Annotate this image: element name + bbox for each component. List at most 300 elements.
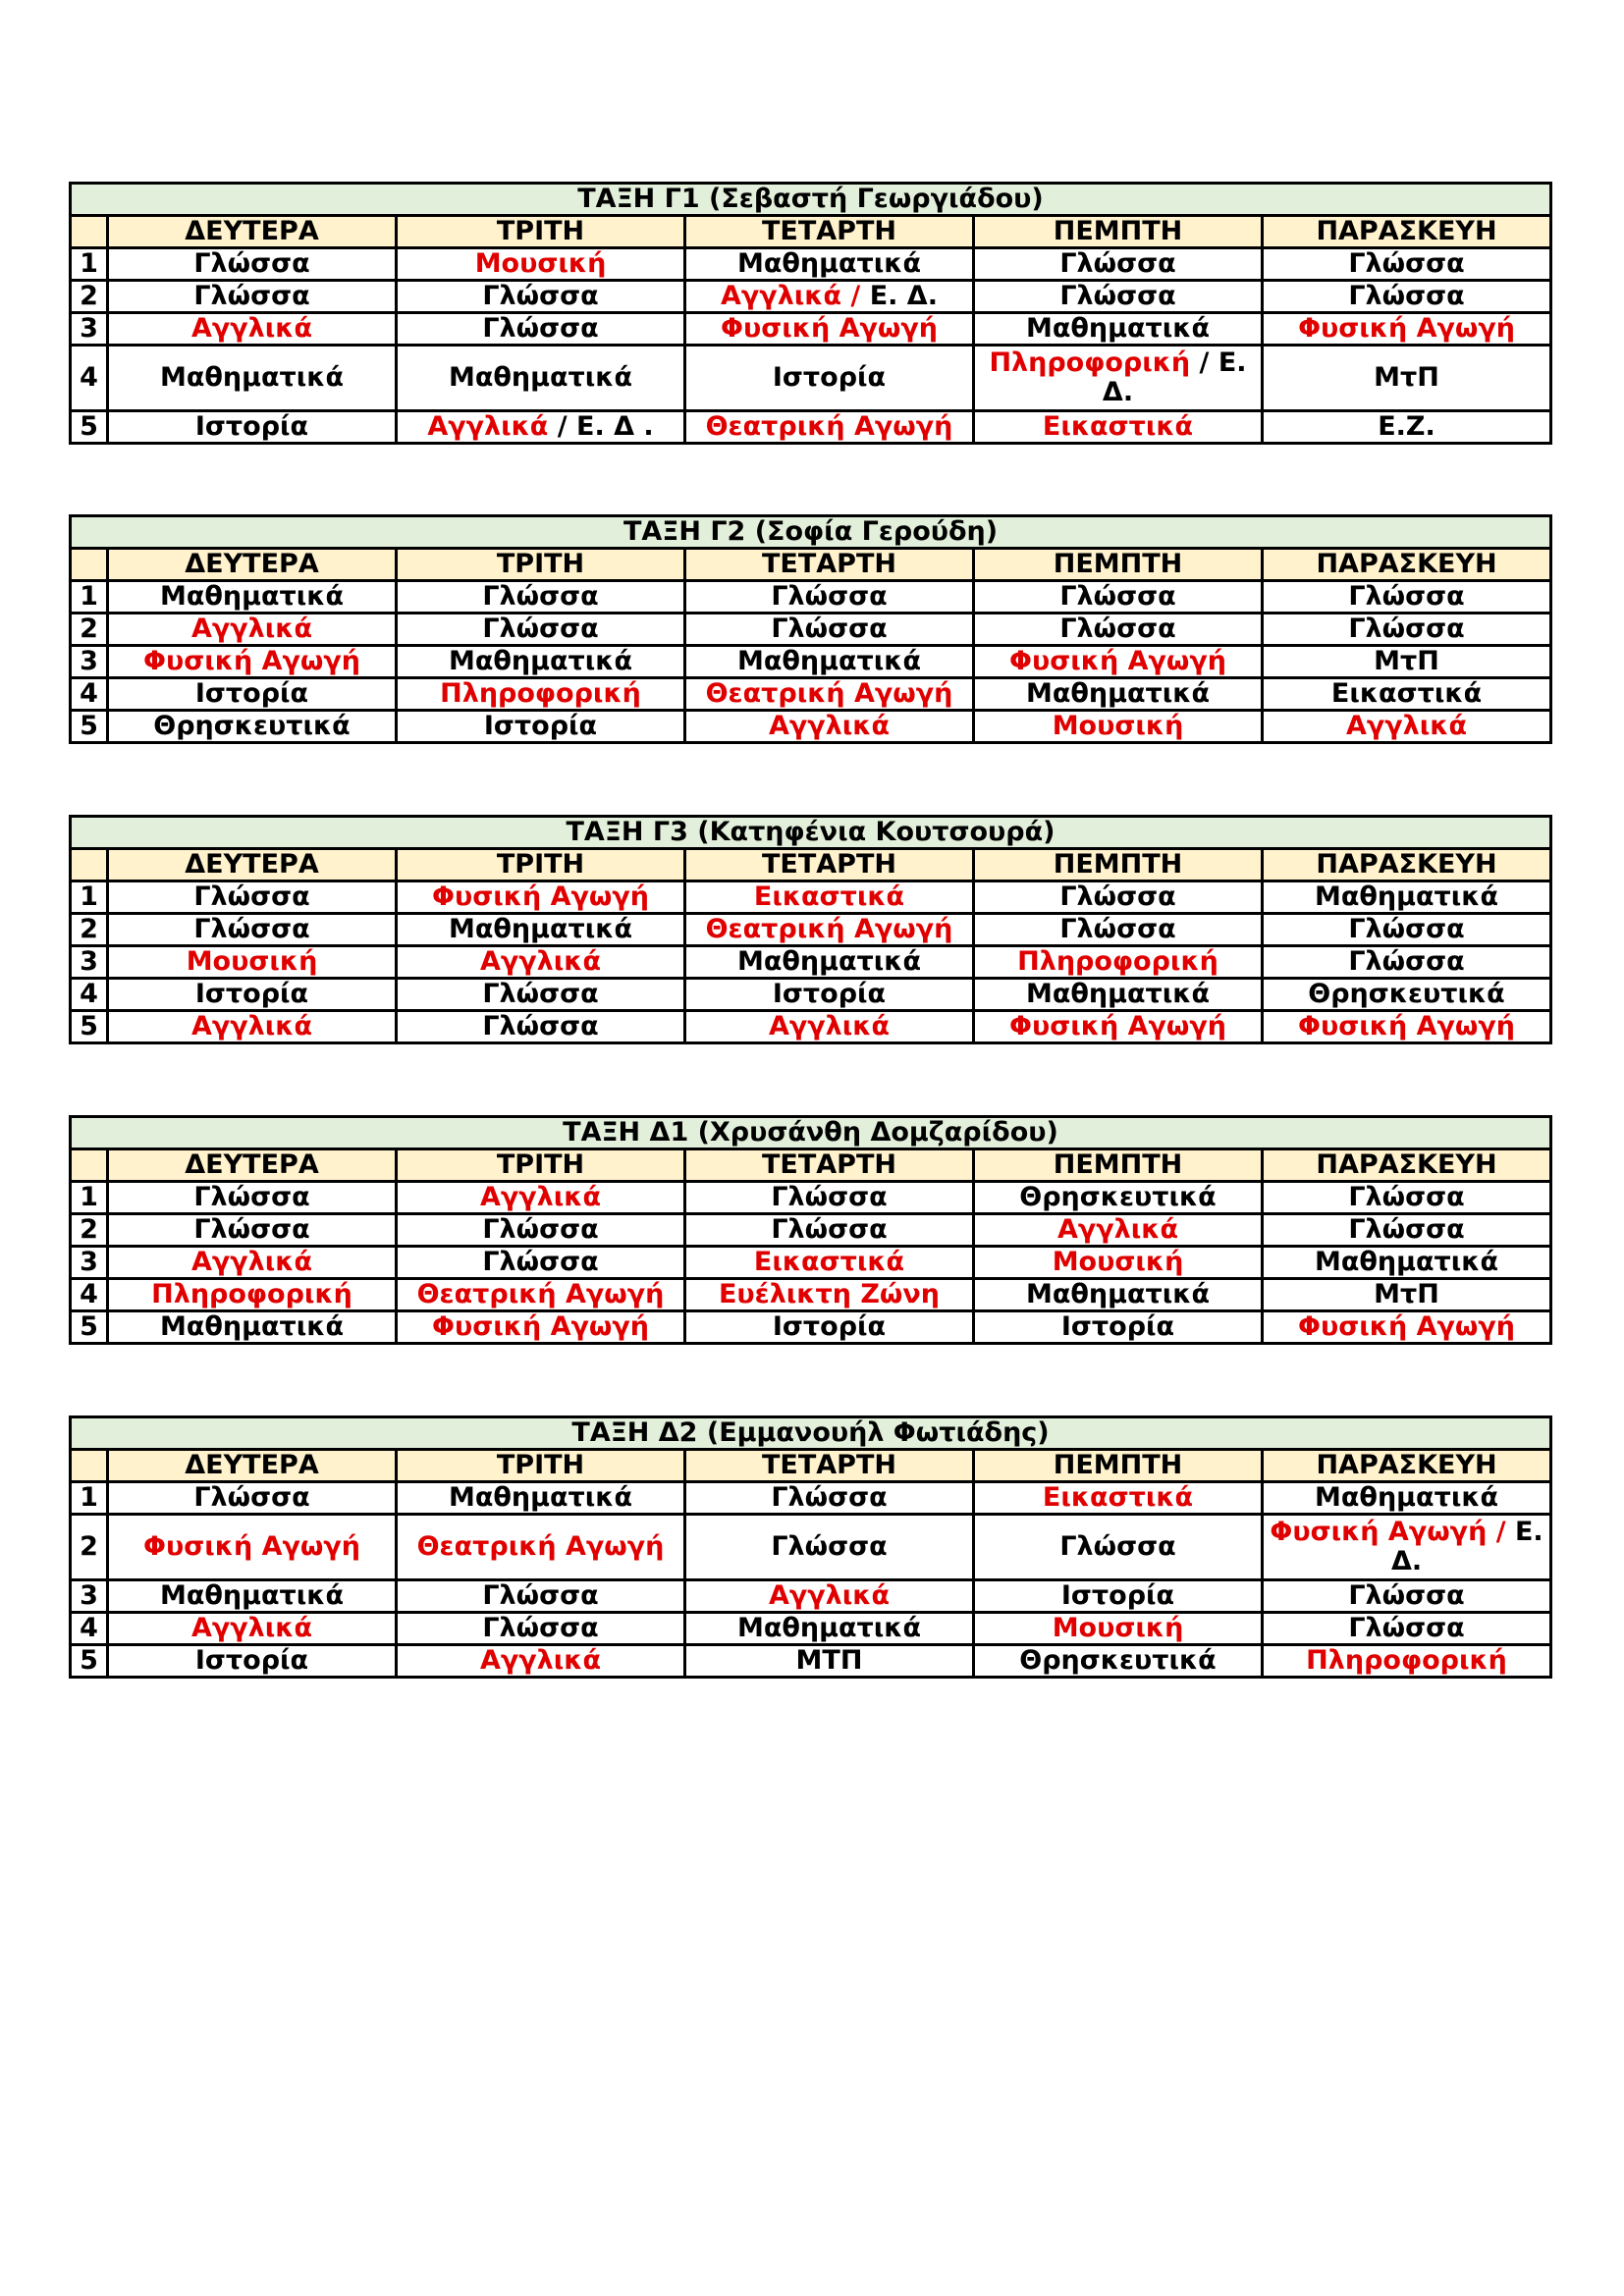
lesson-cell (397, 881, 685, 914)
lesson-cell (108, 914, 397, 946)
lesson-text: Θεατρική Αγωγή (705, 411, 953, 442)
lesson-cell (397, 711, 685, 743)
day-header: ΠΕΜΠΤΗ (974, 849, 1263, 881)
period-row (71, 881, 1551, 914)
lesson-cell (397, 979, 685, 1011)
lesson-cell (108, 946, 397, 979)
title-row (71, 184, 1551, 216)
lesson-cell (974, 1515, 1263, 1580)
lesson-cell (108, 1011, 397, 1043)
lesson-cell (685, 646, 974, 678)
lesson-cell (685, 281, 974, 313)
period-number: 1 (71, 1182, 108, 1214)
period-row (71, 1482, 1551, 1515)
lesson-text: Γλώσσα (771, 581, 888, 612)
lesson-text: Εικαστικά (753, 881, 905, 912)
period-row (71, 1311, 1551, 1344)
lesson-cell (108, 313, 397, 346)
lesson-cell (397, 1482, 685, 1515)
lesson-cell (974, 248, 1263, 281)
period-number: 1 (71, 248, 108, 281)
lesson-cell (685, 881, 974, 914)
lesson-text: Εικαστικά (1042, 1482, 1194, 1513)
lesson-text: Γλώσσα (193, 281, 310, 311)
period-number: 3 (71, 646, 108, 678)
lesson-text: Μουσική (1052, 1247, 1184, 1277)
day-header-row (71, 1450, 1551, 1482)
lesson-text: ΜτΠ (1374, 362, 1439, 393)
lesson-text: ΜτΠ (1374, 1279, 1439, 1309)
lesson-text: Αγγλικά (768, 711, 891, 741)
period-row (71, 1182, 1551, 1214)
day-header: ΤΡΙΤΗ (397, 216, 685, 248)
lesson-cell (974, 711, 1263, 743)
lesson-text: Θεατρική Αγωγή (705, 914, 953, 944)
lesson-text: Μαθηματικά (1314, 1482, 1499, 1513)
day-header: ΠΕΜΠΤΗ (974, 216, 1263, 248)
period-row (71, 346, 1551, 411)
period-number: 4 (71, 678, 108, 711)
lesson-cell (685, 1279, 974, 1311)
lesson-cell (108, 1613, 397, 1645)
day-header-row (71, 1149, 1551, 1182)
lesson-cell (685, 346, 974, 411)
lesson-text: Γλώσσα (1348, 614, 1465, 644)
period-row (71, 614, 1551, 646)
period-number: 5 (71, 1011, 108, 1043)
period-number: 5 (71, 1311, 108, 1344)
day-header-row (71, 849, 1551, 881)
lesson-cell (1263, 881, 1551, 914)
lesson-text: Μαθηματικά (159, 581, 345, 612)
lesson-cell (974, 1311, 1263, 1344)
lesson-text: Αγγλικά (190, 313, 313, 344)
lesson-text: / Ε. Δ . (548, 411, 654, 442)
schedule-table-d1 (69, 1115, 1552, 1345)
lesson-cell (397, 1645, 685, 1678)
lesson-cell (974, 914, 1263, 946)
lesson-text: Θρησκευτικά (153, 711, 351, 741)
lesson-text: Θεατρική Αγωγή (705, 678, 953, 709)
lesson-text: Αγγλικά (190, 1247, 313, 1277)
lesson-text: Αγγλικά (768, 1580, 891, 1611)
lesson-cell (397, 1279, 685, 1311)
lesson-text: Πληροφορική (440, 678, 641, 709)
lesson-text: Εικαστικά (1330, 678, 1483, 709)
lesson-text: Γλώσσα (1348, 1613, 1465, 1643)
lesson-cell (974, 281, 1263, 313)
schedule-table-d2 (69, 1415, 1552, 1679)
lesson-cell (1263, 313, 1551, 346)
lesson-text: Φυσική Αγωγή (432, 881, 649, 912)
lesson-text: Γλώσσα (1059, 614, 1176, 644)
period-number: 3 (71, 1580, 108, 1613)
lesson-text: Πληροφορική (989, 347, 1191, 378)
lesson-text: Ε.Ζ. (1378, 411, 1435, 442)
lesson-text: ΜΤΠ (795, 1645, 863, 1676)
day-header: ΔΕΥΤΕΡΑ (108, 216, 397, 248)
lesson-text: Μαθηματικά (448, 362, 633, 393)
lesson-text: Μαθηματικά (736, 1613, 922, 1643)
table-title: ΤΑΞΗ Γ2 (Σοφία Γερούδη) (71, 516, 1551, 549)
period-number: 4 (71, 1613, 108, 1645)
title-row (71, 1417, 1551, 1450)
lesson-text: Φυσική Αγωγή (143, 646, 360, 676)
period-number: 1 (71, 581, 108, 614)
day-header: ΤΕΤΑΡΤΗ (685, 216, 974, 248)
header-corner (71, 1450, 108, 1482)
lesson-cell (1263, 1311, 1551, 1344)
lesson-cell (685, 313, 974, 346)
day-header: ΠΕΜΠΤΗ (974, 549, 1263, 581)
lesson-cell (685, 1482, 974, 1515)
lesson-text: Φυσική Αγωγή (1009, 646, 1226, 676)
lesson-cell (1263, 1247, 1551, 1279)
lesson-text: Φυσική Αγωγή / (1270, 1517, 1506, 1547)
lesson-cell (974, 1214, 1263, 1247)
lesson-cell (1263, 1182, 1551, 1214)
lesson-cell (108, 1482, 397, 1515)
lesson-text: Θεατρική Αγωγή (416, 1279, 665, 1309)
lesson-text: Αγγλικά (479, 946, 602, 977)
lesson-text: Γλώσσα (771, 1214, 888, 1245)
lesson-cell (1263, 678, 1551, 711)
period-number: 3 (71, 313, 108, 346)
lesson-text: Φυσική Αγωγή (1009, 1011, 1226, 1041)
period-row (71, 1645, 1551, 1678)
period-number: 2 (71, 281, 108, 313)
lesson-cell (108, 1580, 397, 1613)
lesson-text: Αγγλικά / (721, 281, 870, 311)
period-number: 2 (71, 614, 108, 646)
lesson-cell (685, 1247, 974, 1279)
lesson-text: Θρησκευτικά (1019, 1645, 1217, 1676)
lesson-cell (397, 946, 685, 979)
lesson-cell (397, 581, 685, 614)
day-header: ΠΑΡΑΣΚΕΥΗ (1263, 216, 1551, 248)
lesson-cell (108, 248, 397, 281)
lesson-cell (974, 881, 1263, 914)
lesson-cell (108, 1182, 397, 1214)
lesson-text: Μαθηματικά (159, 1580, 345, 1611)
lesson-text: Μαθηματικά (1025, 979, 1211, 1009)
day-header: ΤΡΙΤΗ (397, 1450, 685, 1482)
lesson-cell (397, 1214, 685, 1247)
lesson-text: Γλώσσα (1059, 281, 1176, 311)
lesson-text: Γλώσσα (193, 881, 310, 912)
lesson-text: ΜτΠ (1374, 646, 1439, 676)
lesson-text: Γλώσσα (1059, 914, 1176, 944)
lesson-cell (974, 646, 1263, 678)
period-row (71, 1515, 1551, 1580)
lesson-cell (1263, 248, 1551, 281)
lesson-text: Ιστορία (194, 678, 309, 709)
period-row (71, 979, 1551, 1011)
period-number: 5 (71, 1645, 108, 1678)
period-row (71, 313, 1551, 346)
lesson-cell (1263, 946, 1551, 979)
lesson-text: Φυσική Αγωγή (1298, 1311, 1515, 1342)
schedule-table-g3 (69, 815, 1552, 1044)
lesson-cell (974, 1247, 1263, 1279)
header-corner (71, 1149, 108, 1182)
lesson-text: Γλώσσα (482, 313, 599, 344)
period-number: 2 (71, 914, 108, 946)
lesson-text: Γλώσσα (1348, 1214, 1465, 1245)
lesson-text: Μαθηματικά (736, 248, 922, 279)
lesson-text: Θρησκευτικά (1308, 979, 1505, 1009)
lesson-cell (108, 678, 397, 711)
lesson-text: Ε. Δ. (869, 281, 938, 311)
lesson-text: Γλώσσα (1348, 581, 1465, 612)
lesson-text: Μαθηματικά (1025, 313, 1211, 344)
day-header: ΠΑΡΑΣΚΕΥΗ (1263, 549, 1551, 581)
lesson-text: Γλώσσα (771, 1482, 888, 1513)
lesson-cell (685, 1515, 974, 1580)
lesson-text: Αγγλικά (1346, 711, 1468, 741)
lesson-cell (974, 946, 1263, 979)
lesson-cell (974, 1482, 1263, 1515)
lesson-text: Μαθηματικά (448, 646, 633, 676)
lesson-cell (685, 979, 974, 1011)
lesson-cell (397, 411, 685, 444)
lesson-cell (397, 1011, 685, 1043)
lesson-text: Μαθηματικά (159, 1311, 345, 1342)
lesson-text: Ευέλικτη Ζώνη (718, 1279, 940, 1309)
lesson-text: Γλώσσα (1059, 581, 1176, 612)
lesson-cell (974, 1279, 1263, 1311)
lesson-cell (685, 711, 974, 743)
period-row (71, 1580, 1551, 1613)
lesson-cell (974, 1613, 1263, 1645)
lesson-text: Θεατρική Αγωγή (416, 1531, 665, 1562)
lesson-text: Μουσική (1052, 711, 1184, 741)
lesson-text: Γλώσσα (1059, 1531, 1176, 1562)
lesson-cell (685, 1645, 974, 1678)
lesson-cell (974, 1182, 1263, 1214)
lesson-cell (1263, 979, 1551, 1011)
lesson-text: Γλώσσα (193, 1214, 310, 1245)
lesson-text: Φυσική Αγωγή (432, 1311, 649, 1342)
lesson-text: Μαθηματικά (1025, 678, 1211, 709)
lesson-text: Γλώσσα (482, 1613, 599, 1643)
lesson-text: Γλώσσα (1059, 248, 1176, 279)
lesson-cell (397, 1580, 685, 1613)
lesson-cell (108, 1247, 397, 1279)
table-title: ΤΑΞΗ Γ3 (Κατηφένια Κουτσουρά) (71, 817, 1551, 849)
lesson-text: Αγγλικά (768, 1011, 891, 1041)
lesson-text: Γλώσσα (482, 1247, 599, 1277)
lesson-cell (108, 881, 397, 914)
period-row (71, 411, 1551, 444)
period-row (71, 678, 1551, 711)
lesson-cell (1263, 1580, 1551, 1613)
lesson-cell (108, 614, 397, 646)
lesson-text: Γλώσσα (193, 1482, 310, 1513)
lesson-text: Γλώσσα (193, 914, 310, 944)
lesson-cell (397, 248, 685, 281)
lesson-cell (397, 614, 685, 646)
lesson-cell (1263, 1645, 1551, 1678)
lesson-cell (1263, 1214, 1551, 1247)
lesson-text: Γλώσσα (1348, 1580, 1465, 1611)
lesson-cell (1263, 346, 1551, 411)
lesson-text: Μαθηματικά (1314, 881, 1499, 912)
lesson-cell (685, 678, 974, 711)
lesson-cell (685, 581, 974, 614)
lesson-cell (108, 281, 397, 313)
table-title: ΤΑΞΗ Δ1 (Χρυσάνθη Δομζαρίδου) (71, 1117, 1551, 1149)
lesson-cell (974, 678, 1263, 711)
lesson-cell (1263, 614, 1551, 646)
lesson-text: Ιστορία (772, 979, 887, 1009)
lesson-text: Γλώσσα (771, 1182, 888, 1212)
title-row (71, 1117, 1551, 1149)
lesson-text: Γλώσσα (771, 614, 888, 644)
table-title: ΤΑΞΗ Δ2 (Εμμανουήλ Φωτιάδης) (71, 1417, 1551, 1450)
lesson-text: Γλώσσα (482, 979, 599, 1009)
lesson-cell (974, 313, 1263, 346)
lesson-text: Αγγλικά (190, 614, 313, 644)
lesson-text: Πληροφορική (151, 1279, 352, 1309)
schedule-table-g2 (69, 514, 1552, 744)
lesson-cell (974, 346, 1263, 411)
period-row (71, 711, 1551, 743)
period-row (71, 646, 1551, 678)
period-row (71, 1279, 1551, 1311)
lesson-cell (397, 346, 685, 411)
lesson-cell (397, 281, 685, 313)
lesson-text: Γλώσσα (482, 1580, 599, 1611)
day-header: ΔΕΥΤΕΡΑ (108, 849, 397, 881)
lesson-cell (1263, 581, 1551, 614)
lesson-text: Ιστορία (194, 1645, 309, 1676)
lesson-cell (108, 581, 397, 614)
lesson-cell (1263, 1482, 1551, 1515)
period-number: 5 (71, 411, 108, 444)
lesson-cell (397, 1311, 685, 1344)
day-header-row (71, 549, 1551, 581)
lesson-cell (685, 946, 974, 979)
schedule-table-g1 (69, 182, 1552, 445)
lesson-cell (397, 1613, 685, 1645)
lesson-cell (1263, 1279, 1551, 1311)
lesson-cell (397, 1515, 685, 1580)
lesson-cell (974, 614, 1263, 646)
lesson-cell (685, 411, 974, 444)
day-header: ΤΕΤΑΡΤΗ (685, 849, 974, 881)
day-header: ΤΕΤΑΡΤΗ (685, 1450, 974, 1482)
day-header: ΔΕΥΤΕΡΑ (108, 549, 397, 581)
period-row (71, 581, 1551, 614)
period-number: 5 (71, 711, 108, 743)
lesson-text: Γλώσσα (193, 1182, 310, 1212)
lesson-cell (685, 914, 974, 946)
period-number: 2 (71, 1515, 108, 1580)
lesson-text: Γλώσσα (482, 581, 599, 612)
lesson-cell (974, 1645, 1263, 1678)
lesson-cell (1263, 1515, 1551, 1580)
day-header: ΠΑΡΑΣΚΕΥΗ (1263, 1450, 1551, 1482)
lesson-text: Εικαστικά (753, 1247, 905, 1277)
lesson-cell (685, 1011, 974, 1043)
lesson-cell (685, 1613, 974, 1645)
lesson-cell (397, 646, 685, 678)
lesson-text: Γλώσσα (482, 1011, 599, 1041)
period-number: 3 (71, 1247, 108, 1279)
lesson-cell (397, 313, 685, 346)
period-row (71, 946, 1551, 979)
lesson-text: Μουσική (186, 946, 318, 977)
lesson-cell (685, 1580, 974, 1613)
day-header: ΠΑΡΑΣΚΕΥΗ (1263, 1149, 1551, 1182)
period-number: 2 (71, 1214, 108, 1247)
lesson-text: Πληροφορική (1017, 946, 1218, 977)
period-row (71, 1011, 1551, 1043)
lesson-cell (1263, 914, 1551, 946)
lesson-text: Αγγλικά (479, 1645, 602, 1676)
lesson-text: Μαθηματικά (448, 914, 633, 944)
lesson-cell (1263, 1613, 1551, 1645)
day-header: ΔΕΥΤΕΡΑ (108, 1450, 397, 1482)
lesson-text: Φυσική Αγωγή (1298, 313, 1515, 344)
title-row (71, 817, 1551, 849)
lesson-cell (685, 614, 974, 646)
lesson-cell (108, 346, 397, 411)
lesson-cell (1263, 646, 1551, 678)
lesson-text: Γλώσσα (1348, 248, 1465, 279)
lesson-text: Αγγλικά (190, 1011, 313, 1041)
day-header-row (71, 216, 1551, 248)
lesson-cell (1263, 411, 1551, 444)
lesson-text: Αγγλικά (1056, 1214, 1179, 1245)
lesson-text: Γλώσσα (193, 248, 310, 279)
period-number: 1 (71, 881, 108, 914)
lesson-text: Φυσική Αγωγή (1298, 1011, 1515, 1041)
lesson-cell (108, 1214, 397, 1247)
period-number: 1 (71, 1482, 108, 1515)
lesson-cell (397, 914, 685, 946)
period-number: 4 (71, 979, 108, 1011)
lesson-text: Ε. Δ. (1390, 1517, 1543, 1576)
lesson-text: Φυσική Αγωγή (143, 1531, 360, 1562)
lesson-text: Ιστορία (1060, 1311, 1175, 1342)
lesson-cell (1263, 281, 1551, 313)
lesson-text: Εικαστικά (1042, 411, 1194, 442)
lesson-cell (974, 581, 1263, 614)
lesson-cell (974, 979, 1263, 1011)
lesson-text: Γλώσσα (1348, 946, 1465, 977)
period-row (71, 1214, 1551, 1247)
day-header: ΤΕΤΑΡΤΗ (685, 549, 974, 581)
lesson-text: Ιστορία (194, 979, 309, 1009)
period-row (71, 281, 1551, 313)
lesson-cell (108, 1311, 397, 1344)
period-number: 4 (71, 346, 108, 411)
header-corner (71, 549, 108, 581)
header-corner (71, 849, 108, 881)
lesson-text: Μαθηματικά (448, 1482, 633, 1513)
period-row (71, 248, 1551, 281)
day-header: ΤΡΙΤΗ (397, 849, 685, 881)
lesson-text: Γλώσσα (1059, 881, 1176, 912)
lesson-cell (108, 411, 397, 444)
lesson-cell (108, 711, 397, 743)
lesson-cell (397, 678, 685, 711)
lesson-cell (685, 1182, 974, 1214)
lesson-text: Γλώσσα (482, 281, 599, 311)
lesson-text: Γλώσσα (1348, 1182, 1465, 1212)
